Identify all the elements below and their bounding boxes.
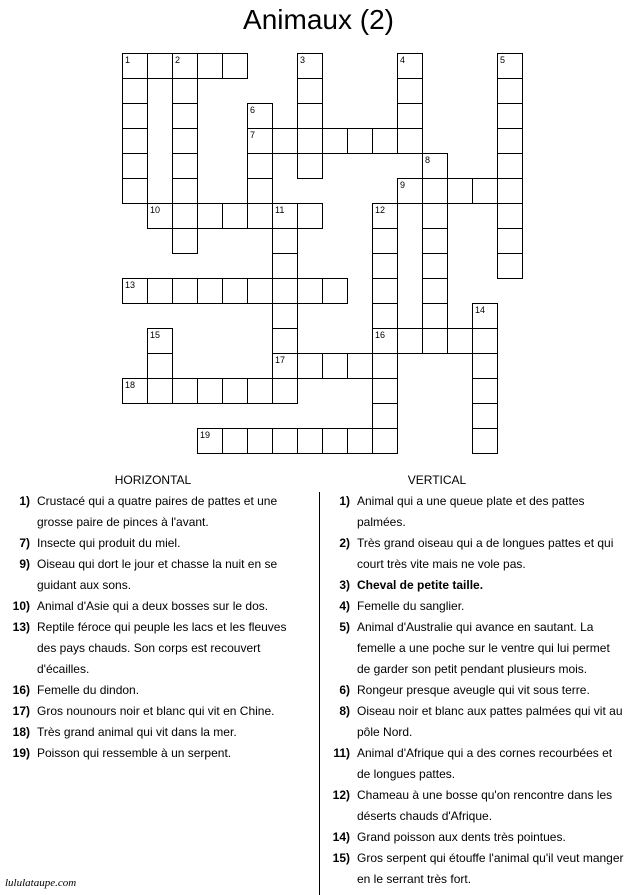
clue-number: 3) xyxy=(339,578,350,592)
crossword-cell[interactable] xyxy=(397,103,423,129)
cell-number-label: 18 xyxy=(125,380,136,390)
cell-number-label: 17 xyxy=(275,355,286,365)
crossword-cell[interactable] xyxy=(272,378,298,404)
crossword-cell[interactable] xyxy=(247,103,273,129)
clue-vertical-6 xyxy=(320,680,637,701)
crossword-cell[interactable] xyxy=(422,328,448,354)
crossword-cell[interactable] xyxy=(122,378,148,404)
clue-number: 4) xyxy=(339,599,350,613)
clue-number: 5) xyxy=(339,620,350,634)
clue-text xyxy=(30,701,274,722)
clue-horizontal-13 xyxy=(0,617,318,680)
crossword-cell[interactable] xyxy=(372,203,398,229)
crossword-cell[interactable] xyxy=(297,278,323,304)
crossword-cell[interactable] xyxy=(122,78,148,104)
crossword-cell[interactable] xyxy=(222,278,248,304)
crossword-cell[interactable] xyxy=(297,53,323,79)
crossword-cell[interactable] xyxy=(422,278,448,304)
crossword-cell[interactable] xyxy=(372,128,398,154)
clue-text-line: de longues pattes. xyxy=(357,767,456,781)
clue-text-line: Oiseau qui dort le jour et chasse la nuit en se xyxy=(37,557,278,571)
crossword-cell[interactable] xyxy=(272,228,298,254)
crossword-cell[interactable] xyxy=(247,178,273,204)
crossword-cell[interactable] xyxy=(122,178,148,204)
crossword-cell[interactable] xyxy=(122,128,148,154)
crossword-cell[interactable] xyxy=(397,178,423,204)
clue-text xyxy=(350,680,590,701)
clue-text-line: Animal d'Afrique qui a des cornes recourbées et xyxy=(357,746,613,760)
crossword-cell[interactable] xyxy=(472,328,498,354)
crossword-cell[interactable] xyxy=(422,228,448,254)
crossword-cell[interactable] xyxy=(147,53,173,79)
crossword-grid xyxy=(122,53,523,454)
crossword-cell[interactable] xyxy=(172,78,198,104)
cell-number-label: 10 xyxy=(150,205,161,215)
crossword-cell[interactable] xyxy=(122,53,148,79)
clue-text-line: Très grand animal qui vit dans la mer. xyxy=(37,725,237,739)
crossword-cell[interactable] xyxy=(372,403,398,429)
clue-number: 10) xyxy=(12,599,30,613)
crossword-cell[interactable] xyxy=(172,203,198,229)
crossword-cell[interactable] xyxy=(397,78,423,104)
crossword-cell[interactable] xyxy=(372,328,398,354)
cell-number-label: 5 xyxy=(500,55,506,65)
clue-vertical-3 xyxy=(320,575,637,596)
crossword-cell[interactable] xyxy=(172,153,198,179)
clue-vertical-14 xyxy=(320,827,637,848)
crossword-cell[interactable] xyxy=(272,428,298,454)
clue-vertical-5 xyxy=(320,617,637,680)
crossword-cell[interactable] xyxy=(147,353,173,379)
cell-number-label: 15 xyxy=(150,330,161,340)
clue-text-line: de garder son petit pendant plusieurs mois. xyxy=(357,662,588,676)
clue-text-line: déserts chauds d'Afrique. xyxy=(357,809,493,823)
clue-text-line: Insecte qui produit du miel. xyxy=(37,536,181,550)
crossword-cell[interactable] xyxy=(422,153,448,179)
crossword-cell[interactable] xyxy=(497,53,523,79)
vertical-heading: VERTICAL xyxy=(407,473,467,487)
crossword-cell[interactable] xyxy=(147,203,173,229)
crossword-cell[interactable] xyxy=(397,328,423,354)
cell-number-label: 16 xyxy=(375,330,386,340)
clue-number: 13) xyxy=(12,620,30,634)
crossword-cell[interactable] xyxy=(247,203,273,229)
crossword-cell[interactable] xyxy=(497,178,523,204)
clue-text xyxy=(30,617,286,680)
crossword-cell[interactable] xyxy=(272,128,298,154)
crossword-cell[interactable] xyxy=(472,303,498,329)
clue-number: 14) xyxy=(332,830,350,844)
cell-number-label: 6 xyxy=(250,105,256,115)
cell-number-label: 3 xyxy=(300,55,306,65)
crossword-cell[interactable] xyxy=(197,203,223,229)
crossword-cell[interactable] xyxy=(322,428,348,454)
clue-number: 2) xyxy=(339,536,350,550)
clue-vertical-15 xyxy=(320,848,637,890)
crossword-cell[interactable] xyxy=(447,178,473,204)
clue-text xyxy=(350,701,623,743)
clue-text xyxy=(30,491,277,533)
clue-text xyxy=(350,533,613,575)
crossword-cell[interactable] xyxy=(122,153,148,179)
clue-text xyxy=(30,722,237,743)
crossword-cell[interactable] xyxy=(272,328,298,354)
crossword-cell[interactable] xyxy=(322,128,348,154)
clue-text-line: en le serrant très fort. xyxy=(357,872,472,886)
crossword-cell[interactable] xyxy=(372,278,398,304)
crossword-cell[interactable] xyxy=(122,103,148,129)
vertical-clue-list xyxy=(320,491,637,890)
crossword-cell[interactable] xyxy=(472,378,498,404)
crossword-cell[interactable] xyxy=(322,278,348,304)
clue-number: 9) xyxy=(19,557,30,571)
crossword-cell[interactable] xyxy=(247,278,273,304)
clue-text xyxy=(30,596,268,617)
clue-text-line: Poisson qui ressemble à un serpent. xyxy=(37,746,232,760)
crossword-cell[interactable] xyxy=(372,428,398,454)
crossword-cell[interactable] xyxy=(472,428,498,454)
crossword-cell[interactable] xyxy=(222,378,248,404)
crossword-cell[interactable] xyxy=(122,278,148,304)
horizontal-clue-list xyxy=(0,491,318,764)
clue-text xyxy=(350,575,483,596)
crossword-cell[interactable] xyxy=(372,353,398,379)
crossword-cell[interactable] xyxy=(247,428,273,454)
crossword-cell[interactable] xyxy=(247,128,273,154)
clue-text-line: pôle Nord. xyxy=(357,725,413,739)
crossword-cell[interactable] xyxy=(297,353,323,379)
clue-text-line: Chameau à une bosse qu'on rencontre dans les xyxy=(357,788,613,802)
crossword-cell[interactable] xyxy=(397,53,423,79)
crossword-cell[interactable] xyxy=(197,53,223,79)
clue-text xyxy=(30,743,231,764)
clue-text-line: Animal qui a une queue plate et des pattes xyxy=(357,494,585,508)
clue-number: 7) xyxy=(19,536,30,550)
clue-text xyxy=(350,596,464,617)
crossword-cell[interactable] xyxy=(472,353,498,379)
cell-number-label: 19 xyxy=(200,430,211,440)
crossword-cell[interactable] xyxy=(372,378,398,404)
clue-text-line: Très grand oiseau qui a de longues pattes et qui xyxy=(357,536,614,550)
clue-horizontal-10 xyxy=(0,596,318,617)
clue-number: 17) xyxy=(12,704,30,718)
crossword-cell[interactable] xyxy=(172,278,198,304)
crossword-cell[interactable] xyxy=(272,353,298,379)
clue-text-line: Femelle du sanglier. xyxy=(357,599,465,613)
crossword-cell[interactable] xyxy=(347,428,373,454)
crossword-cell[interactable] xyxy=(472,178,498,204)
clue-text xyxy=(350,785,612,827)
crossword-cell[interactable] xyxy=(297,428,323,454)
crossword-cell[interactable] xyxy=(147,378,173,404)
cell-number-label: 14 xyxy=(475,305,486,315)
cell-number-label: 12 xyxy=(375,205,386,215)
clue-text-line: court très vite mais ne vole pas. xyxy=(357,557,526,571)
clue-number: 12) xyxy=(332,788,350,802)
cell-number-label: 1 xyxy=(125,55,131,65)
clue-vertical-8 xyxy=(320,701,637,743)
clue-number: 6) xyxy=(339,683,350,697)
crossword-cell[interactable] xyxy=(447,328,473,354)
crossword-cell[interactable] xyxy=(497,128,523,154)
clue-text-line: femelle a une poche sur le ventre qui lui permet xyxy=(357,641,610,655)
clue-vertical-2 xyxy=(320,533,637,575)
crossword-cell[interactable] xyxy=(497,228,523,254)
horizontal-heading: HORIZONTAL xyxy=(114,473,192,487)
crossword-cell[interactable] xyxy=(147,278,173,304)
cell-number-label: 8 xyxy=(425,155,431,165)
clue-number: 16) xyxy=(12,683,30,697)
crossword-cell[interactable] xyxy=(172,103,198,129)
crossword-cell[interactable] xyxy=(222,428,248,454)
clue-text xyxy=(30,680,139,701)
clue-text-line: Oiseau noir et blanc aux pattes palmées qui vit au xyxy=(357,704,623,718)
clue-horizontal-7 xyxy=(0,533,318,554)
clue-text-line: Animal d'Asie qui a deux bosses sur le dos. xyxy=(37,599,269,613)
clue-text-line: d'écailles. xyxy=(37,662,90,676)
crossword-cell[interactable] xyxy=(472,403,498,429)
cell-number-label: 4 xyxy=(400,55,406,65)
crossword-cell[interactable] xyxy=(497,253,523,279)
crossword-cell[interactable] xyxy=(222,203,248,229)
cell-number-label: 13 xyxy=(125,280,136,290)
clue-text-line: guidant aux sons. xyxy=(37,578,132,592)
clue-text xyxy=(350,617,610,680)
clue-vertical-4 xyxy=(320,596,637,617)
crossword-cell[interactable] xyxy=(347,353,373,379)
clue-number: 1) xyxy=(19,494,30,508)
crossword-cell[interactable] xyxy=(347,128,373,154)
crossword-cell[interactable] xyxy=(272,303,298,329)
clue-text-line: palmées. xyxy=(357,515,406,529)
crossword-cell[interactable] xyxy=(172,53,198,79)
clue-text-line: Gros nounours noir et blanc qui vit en Chine. xyxy=(37,704,275,718)
clue-horizontal-19 xyxy=(0,743,318,764)
crossword-cell[interactable] xyxy=(422,178,448,204)
clue-vertical-11 xyxy=(320,743,637,785)
crossword-cell[interactable] xyxy=(397,128,423,154)
crossword-cell[interactable] xyxy=(422,303,448,329)
clue-horizontal-18 xyxy=(0,722,318,743)
site-watermark: lululataupe.com xyxy=(5,877,77,889)
crossword-cell[interactable] xyxy=(272,203,298,229)
crossword-cell[interactable] xyxy=(497,78,523,104)
clue-text-line: Femelle du dindon. xyxy=(37,683,140,697)
crossword-cell[interactable] xyxy=(272,278,298,304)
clue-text-line: Cheval de petite taille. xyxy=(357,578,484,592)
clue-vertical-12 xyxy=(320,785,637,827)
cell-number-label: 11 xyxy=(275,205,285,215)
crossword-cell[interactable] xyxy=(297,103,323,129)
crossword-cell[interactable] xyxy=(197,378,223,404)
clue-vertical-1 xyxy=(320,491,637,533)
clue-number: 8) xyxy=(339,704,350,718)
clue-horizontal-1 xyxy=(0,491,318,533)
clue-horizontal-16 xyxy=(0,680,318,701)
clue-text xyxy=(30,533,180,554)
clue-text xyxy=(350,743,612,785)
cell-number-label: 9 xyxy=(400,180,406,190)
crossword-cell[interactable] xyxy=(422,203,448,229)
clue-number: 1) xyxy=(339,494,350,508)
clue-text xyxy=(350,848,624,890)
clue-number: 11) xyxy=(333,746,350,760)
crossword-cell[interactable] xyxy=(422,253,448,279)
clue-number: 19) xyxy=(12,746,30,760)
clue-number: 15) xyxy=(332,851,350,865)
crossword-cell[interactable] xyxy=(497,203,523,229)
clue-horizontal-17 xyxy=(0,701,318,722)
crossword-cell[interactable] xyxy=(297,153,323,179)
clue-text-line: Animal d'Australie qui avance en sautant. La xyxy=(357,620,594,634)
clue-text-line: Gros serpent qui étouffe l'animal qu'il veut manger xyxy=(357,851,624,865)
clue-number: 18) xyxy=(12,725,30,739)
clue-horizontal-9 xyxy=(0,554,318,596)
clue-text-line: Crustacé qui a quatre paires de pattes et une xyxy=(37,494,278,508)
clue-text-line: Rongeur presque aveugle qui vit sous terre. xyxy=(357,683,590,697)
crossword-cell[interactable] xyxy=(247,378,273,404)
crossword-cell[interactable] xyxy=(297,203,323,229)
crossword-cell[interactable] xyxy=(172,228,198,254)
crossword-cell[interactable] xyxy=(172,378,198,404)
clue-text-line: Reptile féroce qui peuple les lacs et les fleuves xyxy=(37,620,287,634)
crossword-cell[interactable] xyxy=(247,153,273,179)
clue-text xyxy=(350,827,566,848)
crossword-cell[interactable] xyxy=(297,78,323,104)
crossword-cell[interactable] xyxy=(172,178,198,204)
page-title: Animaux (2) xyxy=(243,4,394,35)
cell-number-label: 7 xyxy=(250,130,256,140)
crossword-cell[interactable] xyxy=(297,128,323,154)
clue-text xyxy=(30,554,277,596)
crossword-cell[interactable] xyxy=(147,328,173,354)
crossword-cell[interactable] xyxy=(222,53,248,79)
crossword-cell[interactable] xyxy=(197,428,223,454)
crossword-cell[interactable] xyxy=(172,128,198,154)
crossword-cell[interactable] xyxy=(372,228,398,254)
crossword-cell[interactable] xyxy=(497,153,523,179)
crossword-cell[interactable] xyxy=(372,253,398,279)
crossword-cell[interactable] xyxy=(372,303,398,329)
crossword-cell[interactable] xyxy=(497,103,523,129)
clue-text-line: grosse paire de pinces à l'avant. xyxy=(37,515,209,529)
crossword-cell[interactable] xyxy=(197,278,223,304)
clue-text-line: Grand poisson aux dents très pointues. xyxy=(357,830,566,844)
cell-number-label: 2 xyxy=(175,55,181,65)
crossword-cell[interactable] xyxy=(322,353,348,379)
clue-text-line: des pays chauds. Son corps est recouvert xyxy=(37,641,261,655)
crossword-cell[interactable] xyxy=(272,253,298,279)
clue-text xyxy=(350,491,585,533)
